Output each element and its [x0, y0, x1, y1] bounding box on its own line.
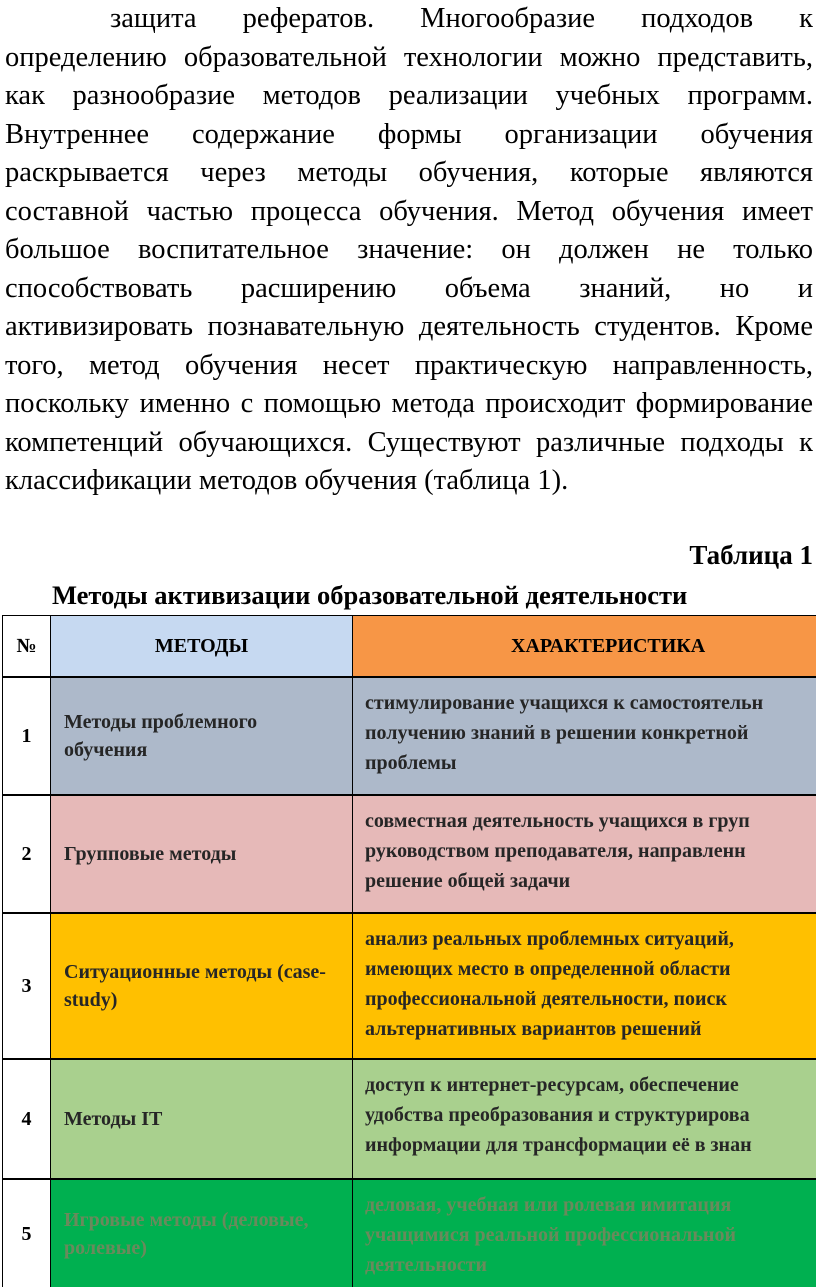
- paragraph-line: Внутреннее содержание формы организации обучения: [5, 118, 813, 150]
- paragraph-line: способствовать расширению объема знаний, но и: [5, 272, 813, 304]
- row-number: 1: [2, 677, 51, 795]
- paragraph-line: поскольку именно с помощью метода происходит формирование: [5, 388, 813, 419]
- table-row: [0, 677, 816, 795]
- paragraph-line: того, метод обучения несет практическую направленность,: [5, 349, 813, 381]
- characteristic-line: удобства преобразования и структурирова: [365, 1104, 750, 1126]
- row-characteristic: [353, 1059, 816, 1179]
- table-row: [0, 1179, 816, 1287]
- characteristic-line: информации для трансформации её в знан: [365, 1134, 752, 1156]
- row-characteristic: [353, 913, 816, 1059]
- table-row: [0, 913, 816, 1059]
- characteristic-line: совместная деятельность учащихся в груп: [365, 810, 750, 832]
- paragraph-line: защита рефератов. Многообразие подходов к: [110, 3, 813, 34]
- paragraph-line: составной частью процесса обучения. Метод обучения имеет: [5, 195, 813, 227]
- characteristic-line: проблемы: [365, 752, 457, 774]
- characteristic-line: стимулирование учащихся к самостоятельн: [365, 692, 764, 714]
- row-method: Методы проблемного обучения: [51, 677, 353, 795]
- characteristic-line: имеющих место в определенной области: [365, 958, 731, 980]
- table-row: [0, 1059, 816, 1179]
- characteristic-line: руководством преподавателя, направленн: [365, 840, 746, 862]
- characteristic-line: решение общей задачи: [365, 870, 571, 892]
- characteristic-line: учащимися реальной профессиональной: [365, 1224, 736, 1246]
- header-characteristic: ХАРАКТЕРИСТИКА: [353, 615, 816, 677]
- paragraph-line: определению образовательной технологии можно представить,: [5, 41, 813, 73]
- paragraph-line: классификации методов обучения (таблица 1).: [5, 465, 569, 496]
- row-method: Ситуационные методы (case-study): [51, 913, 353, 1059]
- row-characteristic: [353, 795, 816, 913]
- row-characteristic: [353, 677, 816, 795]
- row-number: 5: [2, 1179, 51, 1287]
- paragraph-line: раскрывается через методы обучения, которые являются: [5, 157, 813, 188]
- row-number: 3: [2, 913, 51, 1059]
- methods-table: [0, 615, 816, 1287]
- row-number: 2: [2, 795, 51, 913]
- row-number: 4: [2, 1059, 51, 1179]
- characteristic-line: анализ реальных проблемных ситуаций,: [365, 928, 734, 950]
- table-title: Методы активизации образовательной деятельности: [52, 580, 688, 610]
- characteristic-line: получению знаний в решении конкретной: [365, 722, 749, 744]
- header-num: №: [2, 615, 51, 677]
- paragraph-line: большое воспитательное значение: он должен не только: [5, 234, 813, 265]
- row-method: Методы IT: [51, 1059, 353, 1179]
- table-header-row: [0, 615, 816, 677]
- paragraph-line: активизировать познавательную деятельность студентов. Кроме: [5, 311, 813, 342]
- table-number: Таблица 1: [689, 540, 813, 570]
- table-row: [0, 795, 816, 913]
- paragraph-line: компетенций обучающихся. Существуют различные подходы к: [5, 426, 813, 458]
- body-paragraph: [5, 0, 813, 501]
- row-characteristic: [353, 1179, 816, 1287]
- characteristic-line: доступ к интернет-ресурсам, обеспечение: [365, 1074, 739, 1096]
- characteristic-line: альтернативных вариантов решений: [365, 1018, 702, 1040]
- header-methods: МЕТОДЫ: [51, 615, 353, 677]
- paragraph-line: как разнообразие методов реализации учебных программ.: [5, 80, 813, 111]
- row-method: Групповые методы: [51, 795, 353, 913]
- characteristic-line: деятельности: [365, 1254, 488, 1276]
- characteristic-line: деловая, учебная или ролевая имитация: [365, 1194, 732, 1216]
- characteristic-line: профессиональной деятельности, поиск: [365, 988, 727, 1010]
- row-method: Игровые методы (деловые, ролевые): [51, 1179, 353, 1287]
